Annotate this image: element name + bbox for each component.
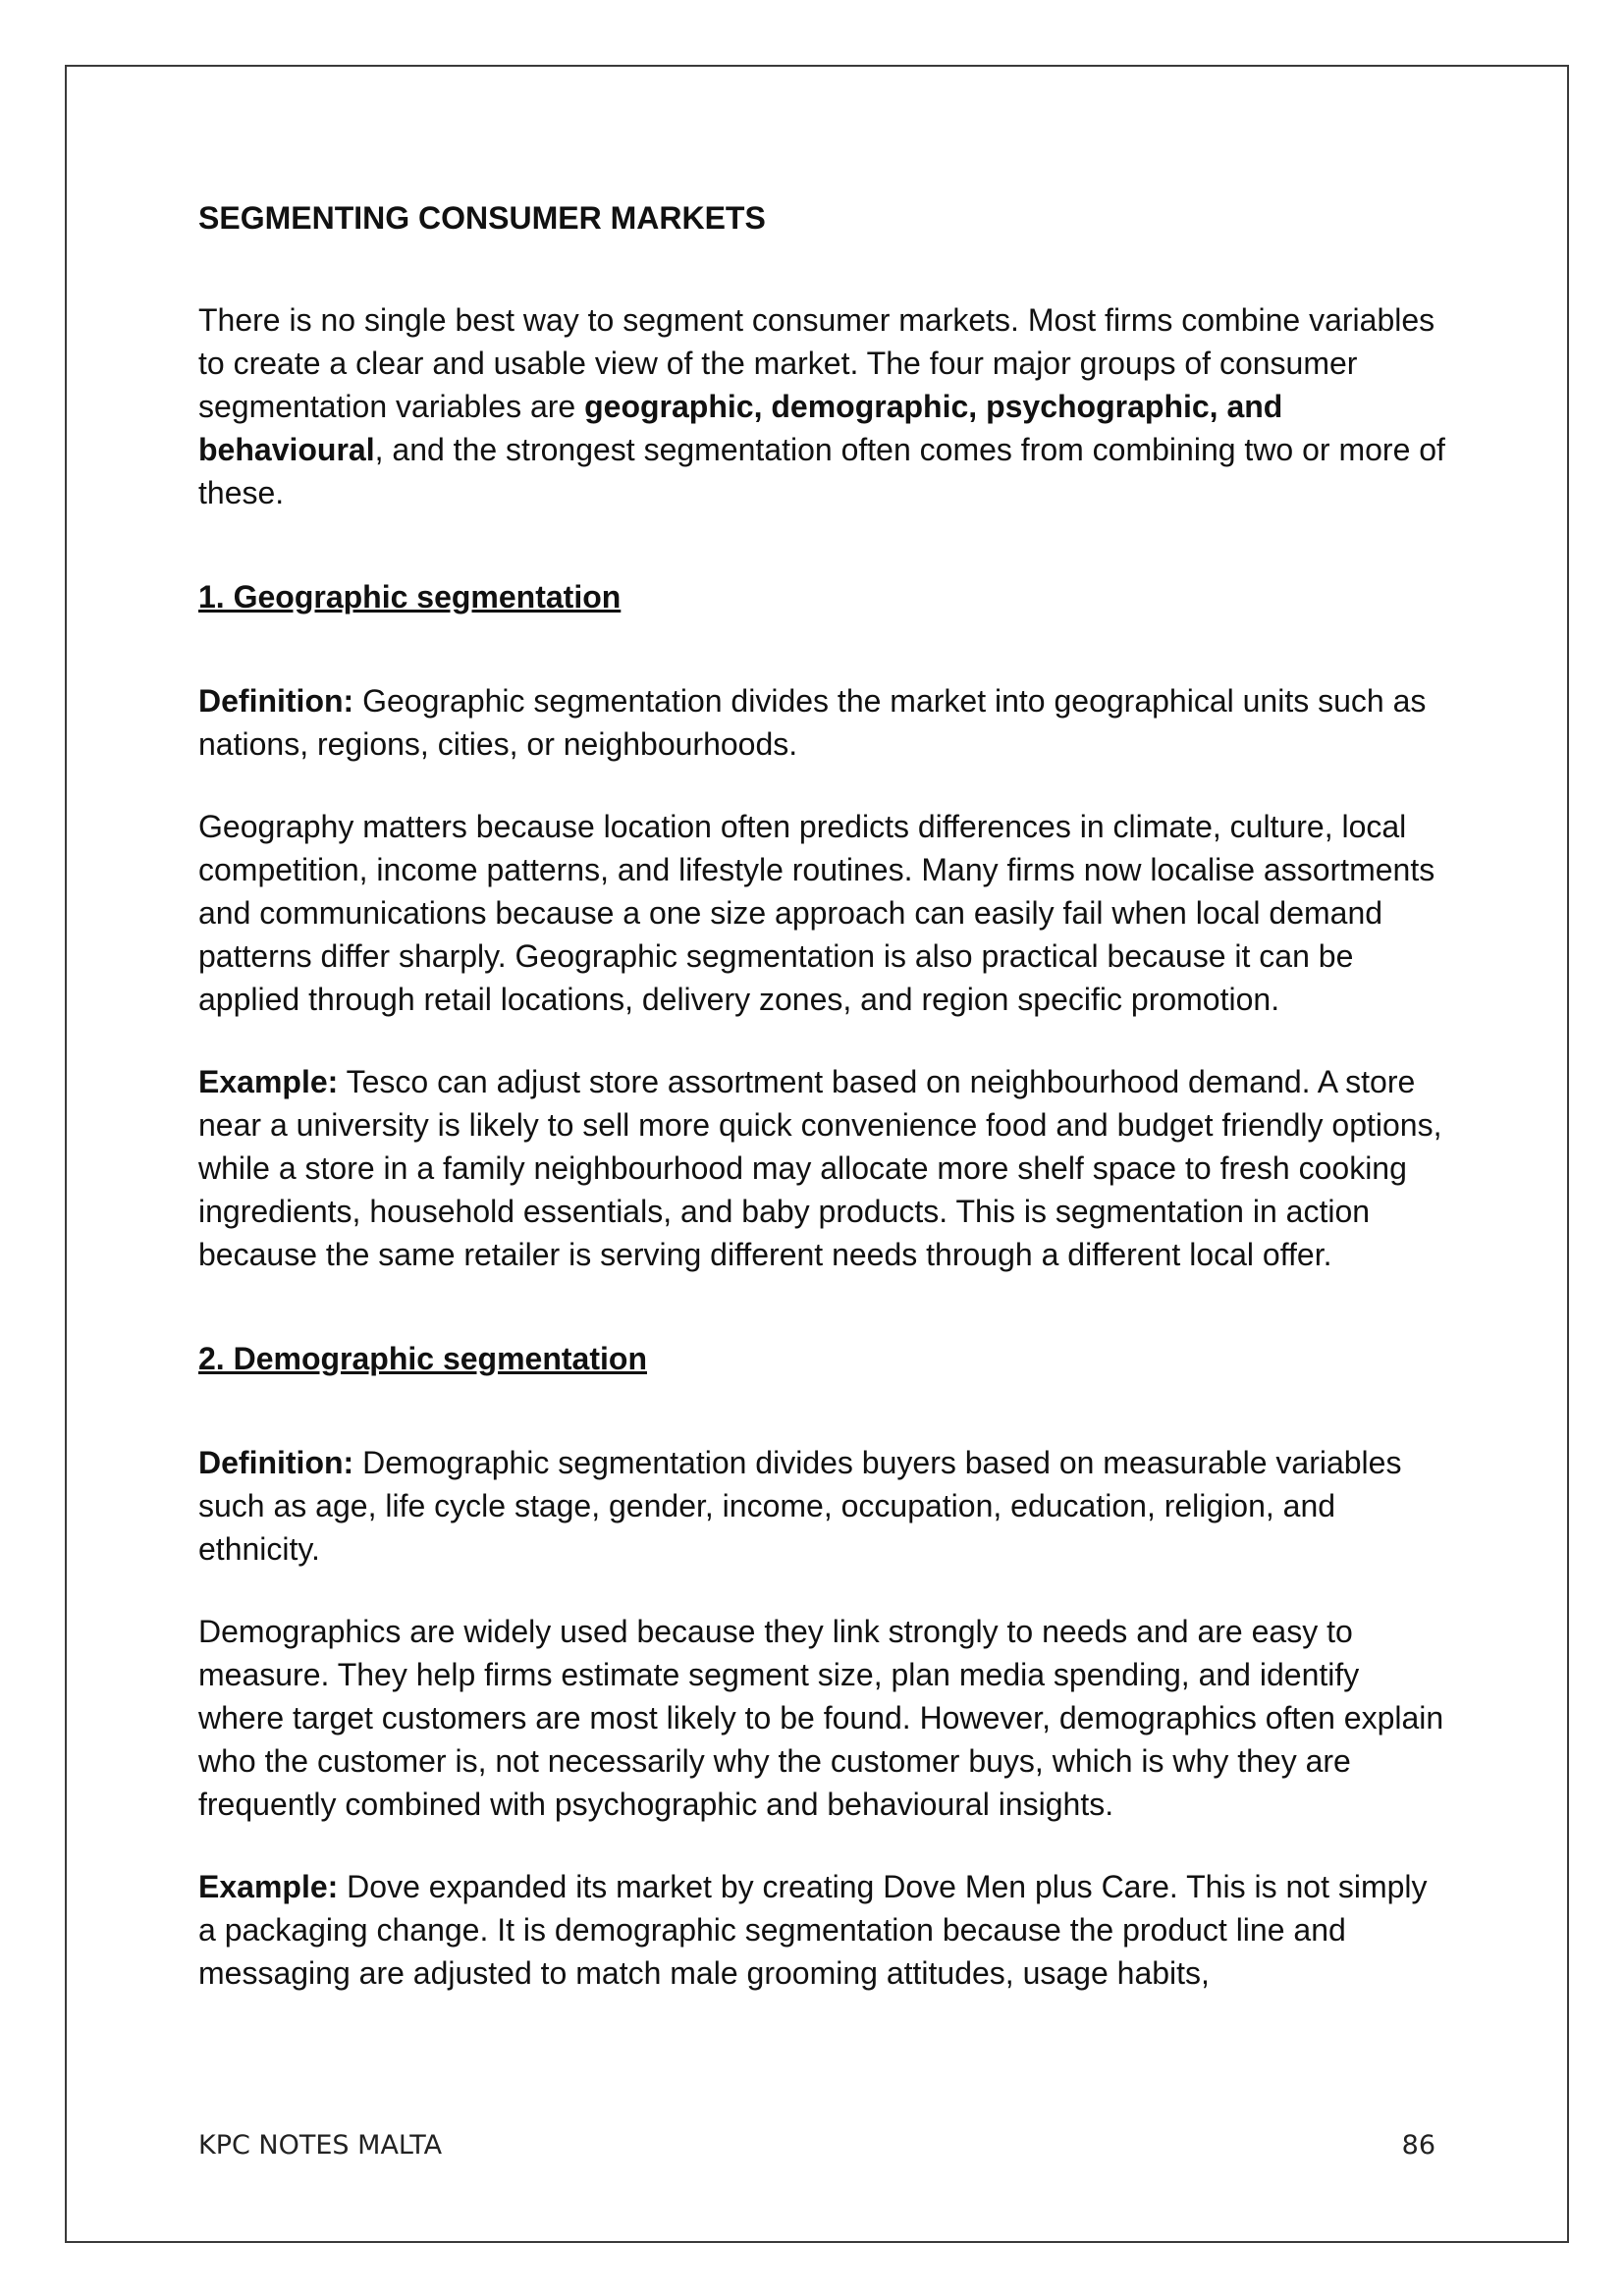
definition-text: Geographic segmentation divides the market into geographical units such as nations, regions, cities, or neighbourhoods.: [198, 683, 1427, 762]
example-text: Tesco can adjust store assortment based on neighbourhood demand. A store near a university is likely to sell more quick convenience food and budget friendly options, while a store in a family neighbourhood may allocate more shelf space to fresh cooking ingredients, household essentials, and baby products. This is segmentation in action because the same retailer is serving different needs through a different local offer.: [198, 1064, 1442, 1272]
example-label: Example:: [198, 1064, 339, 1099]
page-content: [198, 196, 1445, 1995]
page-title: SEGMENTING CONSUMER MARKETS: [198, 200, 766, 236]
section-heading-demographic: 2. Demographic segmentation: [198, 1341, 647, 1376]
definition-paragraph-geographic: [198, 679, 1445, 766]
intro-text-1: There is no single best way to segment consumer markets. Most firms combine variables to create a clear and usable view of the market. The four major groups of consumer segmentation variables are: [198, 302, 1435, 424]
body-paragraph-geographic: Geography matters because location often predicts differences in climate, culture, local competition, income patterns, and lifestyle routines. Many firms now localise assortments and communications because a one size approach can easily fail when local demand patterns differ sharply. Geographic segmentation is also practical because it can be applied through retail locations, delivery zones, and region specific promotion.: [198, 809, 1435, 1017]
intro-bold-variables: geographic, demographic, psychographic, and behavioural: [198, 389, 1283, 467]
intro-text-2: , and the strongest segmentation often comes from combining two or more of these.: [198, 432, 1445, 510]
example-paragraph-demographic: [198, 1865, 1445, 1995]
section-heading-geographic: 1. Geographic segmentation: [198, 579, 622, 614]
definition-label: Definition:: [198, 683, 354, 719]
page-footer: [198, 2130, 1435, 2161]
footer-publisher: KPC NOTES MALTA: [198, 2130, 443, 2161]
definition-paragraph-demographic: [198, 1441, 1445, 1571]
body-paragraph-demographic: Demographics are widely used because they link strongly to needs and are easy to measure. They help firms estimate segment size, plan media spending, and identify where target customers are most likely to be found. However, demographics often explain who the customer is, not necessarily why the customer buys, which is why they are frequently combined with psychographic and behavioural insights.: [198, 1614, 1444, 1822]
definition-label: Definition:: [198, 1445, 354, 1480]
example-text: Dove expanded its market by creating Dove Men plus Care. This is not simply a packaging change. It is demographic segmentation because the product line and messaging are adjusted to match male grooming attitudes, usage habits,: [198, 1869, 1428, 1991]
example-paragraph-geographic: [198, 1060, 1445, 1276]
intro-paragraph: [198, 298, 1445, 514]
page-number: 86: [1401, 2130, 1435, 2161]
definition-text: Demographic segmentation divides buyers based on measurable variables such as age, life cycle stage, gender, income, occupation, education, religion, and ethnicity.: [198, 1445, 1402, 1567]
example-label: Example:: [198, 1869, 339, 1904]
